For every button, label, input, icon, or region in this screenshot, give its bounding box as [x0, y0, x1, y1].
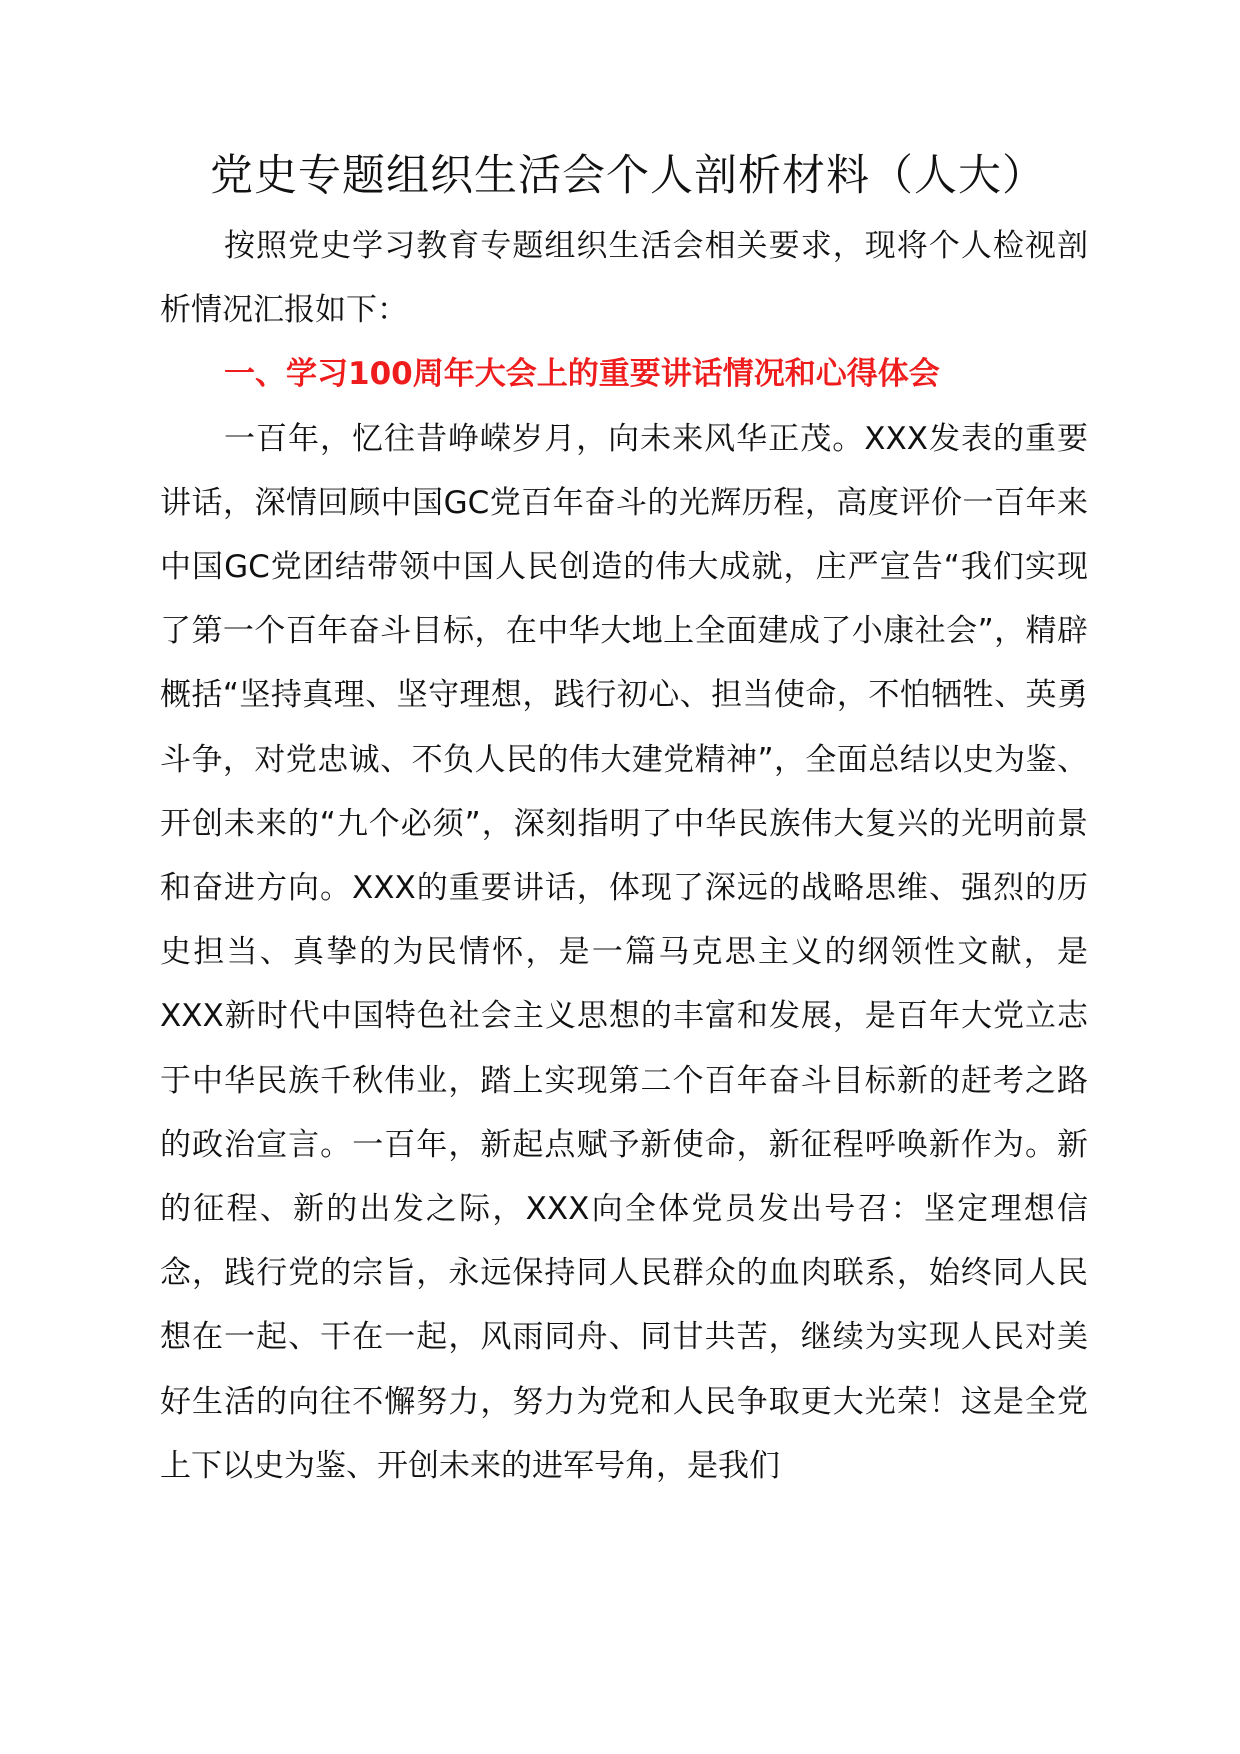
intro-paragraph: 按照党史学习教育专题组织生活会相关要求，现将个人检视剖析情况汇报如下： — [160, 228, 1088, 329]
section-body-paragraph: 一百年，忆往昔峥嵘岁月，向未来风华正茂。XXX发表的重要讲话，深情回顾中国GC党百年奋斗的光辉历程，高度评价一百年来中国GC党团结带领中国人民创造的伟大成就，庄严宣告“我们实现了第一个百年奋斗目标，在中华大地上全面建成了小康社会”，精辟概括“坚持真理、坚守理想，践行初心、担当使命，不怕牺牲、英勇斗争，对党忠诚、不负人民的伟大建党精神”，全面总结以史为鉴、开创未来的“九个必须”，深刻指明了中华民族伟大复兴的光明前景和奋进方向。XXX的重要讲话，体现了深远的战略思维、强烈的历史担当、真挚的为民情怀，是一篇马克思主义的纲领性文献，是XXX新时代中国特色社会主义思想的丰富和发展，是百年大党立志于中华民族千秋伟业，踏上实现第二个百年奋斗目标新的赶考之路的政治宣言。一百年，新起点赋予新使命，新征程呼唤新作为。新的征程、新的出发之际，XXX向全体党员发出号召：坚定理想信念，践行党的宗旨，永远保持同人民群众的血肉联系，始终同人民想在一起、干在一起，风雨同舟、同甘共苦，继续为实现人民对美好生活的向往不懈努力，努力为党和人民争取更大光荣！这是全党上下以史为鉴、开创未来的进军号角，是我们 — [160, 420, 1088, 1484]
section-heading: 一、学习100周年大会上的重要讲话情况和心得体会 — [224, 356, 940, 393]
document-page — [160, 138, 1088, 1498]
document-title: 党史专题组织生活会个人剖析材料（人大） — [210, 151, 1046, 201]
